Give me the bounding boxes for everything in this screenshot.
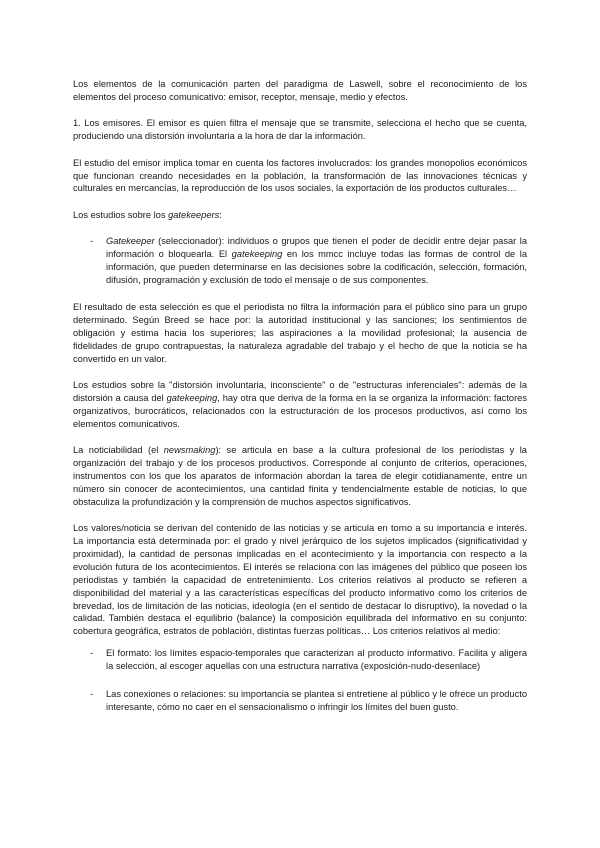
italic-term: gatekeeping bbox=[166, 392, 218, 403]
bullet-dash: - bbox=[90, 648, 94, 659]
text-segment: La noticiabilidad (el bbox=[73, 445, 164, 456]
paragraph-estudio-emisor: El estudio del emisor implica tomar en cuenta los factores involucrados: los grandes monopolios económicos que funcionan creando necesidades en la población, la transformación de las innovaciones técnicas y culturales en mercancías, la reproducción de los usos sociales, la exportación de los productos culturales… bbox=[73, 157, 527, 194]
paragraph-noticiabilidad bbox=[73, 444, 527, 509]
paragraph-valores-noticia: Los valores/noticia se derivan del contenido de las noticias y se articula en torno a su importancia e interés. La importancia está determinada por: el grado y nivel jerárquico de los sujetos implicados (significatividad y proximidad), la cantidad de personas implicadas en el acontecimiento y la importancia con respecto a la evolución futura de los acontecimientos. El interés se relaciona con las imágenes del público que poseen los periodistas y también la capacidad de entretenimiento. Los criterios relativos al producto se refieren a disponibilidad del material y a las características específicas del producto informativo como los criterios de brevedad, los de limitación de las noticias, ideología (en el sentido de destacar lo disruptivo), la novedad o la calidad. También destaca el equilibrio (balance) la composición equilibrada del informativo en su conjunto: cobertura geográfica, estratos de población, distintas fuerzas políticas… Los criterios relativos al medio: bbox=[73, 523, 527, 637]
italic-term: Gatekeeper bbox=[106, 236, 155, 247]
bullet-dash: - bbox=[90, 689, 94, 700]
italic-term: newsmaking bbox=[163, 445, 216, 456]
criterios-medio-list bbox=[73, 647, 527, 714]
text-segment: Los estudios sobre los bbox=[73, 209, 169, 220]
paragraph-intro: Los elementos de la comunicación parten del paradigma de Laswell, sobre el reconocimiento de los elementos del proceso comunicativo: emisor, receptor, mensaje, medio y efectos. bbox=[73, 79, 527, 102]
text-segment: en los mmcc incluye todas las formas de control de la información, que pueden determinarse en las decisiones sobre la codificación, selección, formación, difusión, programación y exclusión de todo el mensaje o de sus componentes. bbox=[106, 249, 527, 285]
text-segment: (seleccionador): individuos o grupos que tienen el poder de decidir entre dejar pasar la información o bloquearla. El bbox=[106, 236, 527, 260]
paragraph-distorsion bbox=[73, 379, 527, 431]
paragraph-emisores: 1. Los emisores. El emisor es quien filtra el mensaje que se transmite, selecciona el hecho que se cuenta, produciendo una distorsión involuntaria a la hora de dar la información. bbox=[73, 118, 527, 142]
italic-term: gatekeepers bbox=[168, 209, 220, 220]
document-page bbox=[73, 78, 527, 729]
list-item-text: Las conexiones o relaciones: su importancia se plantea si entretiene al público y le ofrece un producto interesante, cómo no caer en el sensacionalismo o infringir los límites del buen gusto. bbox=[106, 689, 527, 712]
gatekeepers-list bbox=[73, 235, 527, 287]
bullet-dash: - bbox=[90, 236, 94, 247]
paragraph-resultado-seleccion: El resultado de esta selección es que el periodista no filtra la información para el público sino para un grupo determinado. Según Breed se hace por: la autoridad institucional y las sanciones; los sentimientos de obligación y estima hacia los superiores; las aspiraciones a la movilidad profesional; la ausencia de fidelidades de grupo contrapuestas, la naturaleza agradable del trabajo y el hecho de que la noticia se ha convertido en un valor. bbox=[73, 301, 527, 364]
text-segment: Los estudios sobre la "distorsión involuntaria, inconsciente" o de "estructuras inferenciales": además de la distorsión a causa del bbox=[73, 379, 527, 403]
list-item bbox=[73, 235, 527, 287]
text-segment: : bbox=[219, 209, 222, 220]
italic-term: gatekeeping bbox=[231, 249, 283, 260]
text-segment: , hay otra que deriva de la forma en la se organiza la información: factores organizativos, burocráticos, relacionados con la estructuración de los procesos productivos, así como los elementos comunicativos. bbox=[73, 392, 527, 429]
list-item bbox=[73, 647, 527, 673]
paragraph-gatekeepers-heading bbox=[73, 209, 527, 222]
list-item bbox=[73, 688, 527, 714]
list-item-text: El formato: los límites espacio-temporales que caracterizan al producto informativo. Facilita y aligera la selección, al escoger aquellas con una estructura narrativa (exposición-nudo-desenlace) bbox=[106, 648, 527, 672]
text-segment: ): se articula en base a la cultura profesional de los periodistas y la organización del trabajo y de los procesos productivos. Corresponde al conjunto de criterios, operaciones, instrumentos con los que los aparatos de información abordan la tarea de elegir cotidianamente, entre un número sin conocer de acontecimientos, una cantidad finita y tendencialmente estable de noticias, lo que obstaculiza la profundización y la comprensión de muchos aspectos significativos. bbox=[73, 445, 527, 507]
